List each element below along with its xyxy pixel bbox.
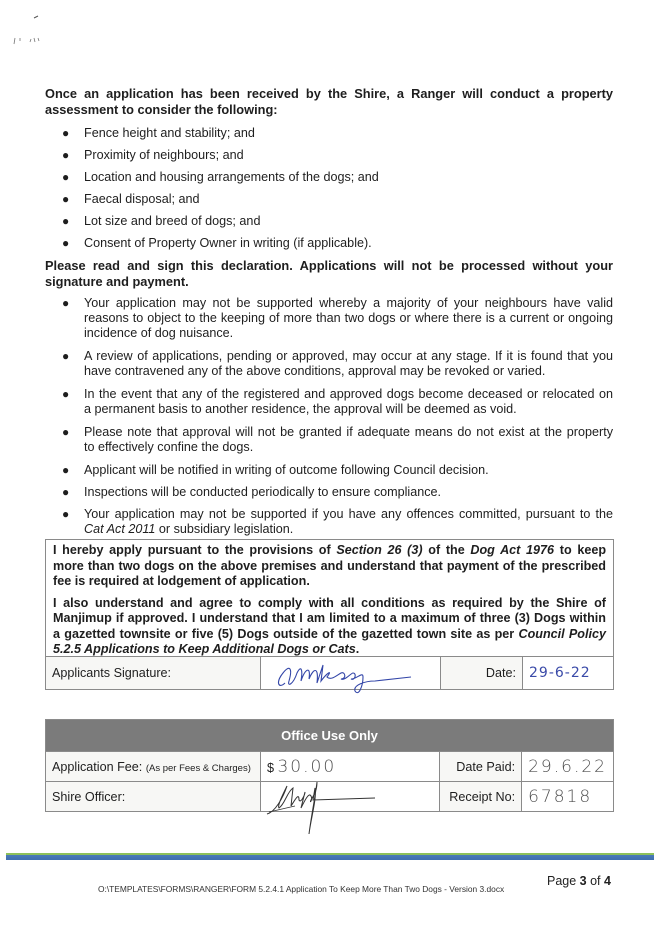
- applicant-signature-field[interactable]: [261, 657, 441, 690]
- date-value: 29-6-22: [529, 665, 591, 681]
- bullet-icon: ●: [62, 170, 70, 184]
- bullet-icon: ●: [62, 236, 70, 250]
- shire-officer-field[interactable]: [260, 782, 439, 812]
- application-fee-label: Application Fee: (As per Fees & Charges): [46, 752, 261, 782]
- shire-officer-label: Shire Officer:: [46, 782, 261, 812]
- assessment-list: [62, 125, 612, 257]
- list-item: ● Fence height and stability; and: [62, 126, 255, 140]
- list-item: ● Lot size and breed of dogs; and: [62, 214, 261, 228]
- declaration-heading: Please read and sign this declaration. Applications will not be processed without your signature and payment.: [45, 258, 613, 289]
- declaration-paragraph-2: I also understand and agree to comply with all conditions as required by the Shire of Manjimup if approved. I understand that I am limited to a maximum of three (3) Dogs within a gazetted townsite or five (5) Dogs outside of the gazetted town site as per Council Policy 5.2.5 Applications to Keep Additional Dogs or Cats.: [53, 595, 606, 656]
- scan-artifact-marks: [12, 14, 62, 54]
- bullet-icon: ●: [62, 485, 70, 500]
- list-item: ● A review of applications, pending or approved, may occur at any stage. If it is found that you have contravened any of the above conditions, approval may be revoked or varied.: [62, 349, 613, 379]
- list-item: ● Faecal disposal; and: [62, 192, 200, 206]
- office-use-table: [45, 719, 614, 812]
- applicant-signature-table: [45, 656, 614, 690]
- list-item: ● Consent of Property Owner in writing (if applicable).: [62, 236, 372, 250]
- bullet-icon: ●: [62, 424, 70, 439]
- officer-signature-scribble: [265, 778, 385, 838]
- list-item: ● Your application may not be supported if you have any offences committed, pursuant to the Cat Act 2011 or subsidiary legislation.: [62, 507, 613, 537]
- receipt-no-value: 67818: [528, 786, 593, 807]
- declaration-paragraph-1: I hereby apply pursuant to the provisions of Section 26 (3) of the Dog Act 1976 to keep more than two dogs on the above premises and understand that payment of the prescribed fee is required at lodgement of application.: [53, 543, 607, 588]
- applicant-signature-scribble: [271, 659, 441, 699]
- applicant-signature-label: Applicants Signature:: [46, 657, 261, 690]
- list-item: ● Your application may not be supported whereby a majority of your neighbours have valid reasons to object to the keeping of more than two dogs or where there is a current or ongoing incidence of dog nuisance.: [62, 296, 613, 341]
- office-use-header: Office Use Only: [46, 720, 614, 752]
- page-number: Page 3 of 4: [547, 874, 611, 888]
- date-paid-value: 29.6.22: [528, 756, 607, 777]
- list-item: ● Location and housing arrangements of the dogs; and: [62, 170, 379, 184]
- bullet-icon: ●: [62, 387, 70, 402]
- conditions-list: [62, 296, 613, 545]
- bullet-icon: ●: [62, 462, 70, 477]
- receipt-no-field[interactable]: [522, 782, 614, 812]
- date-paid-field[interactable]: [522, 752, 614, 782]
- bullet-icon: ●: [62, 296, 70, 310]
- footer-stripe: [6, 853, 654, 860]
- receipt-no-label: Receipt No:: [440, 782, 522, 812]
- intro-line-2: assessment to consider the following:: [45, 102, 278, 117]
- bullet-icon: ●: [62, 126, 70, 140]
- date-field[interactable]: [523, 657, 614, 690]
- intro-paragraph: [45, 86, 613, 118]
- date-paid-label: Date Paid:: [440, 752, 522, 782]
- list-item: ● Please note that approval will not be granted if adequate means do not exist at the property to effectively confine the dogs.: [62, 424, 613, 455]
- list-item: ● In the event that any of the registered and approved dogs become deceased or relocated on a permanent basis to another residence, the approval will be deemed as void.: [62, 387, 613, 417]
- bullet-icon: ●: [62, 148, 70, 162]
- application-fee-value: 30.00: [277, 756, 337, 777]
- bullet-icon: ●: [62, 349, 70, 364]
- bullet-icon: ●: [62, 507, 70, 522]
- file-path: O:\TEMPLATES\FORMS\RANGER\FORM 5.2.4.1 Application To Keep More Than Two Dogs - Version 3.docx: [98, 884, 505, 894]
- application-fee-field[interactable]: $ 30.00: [260, 752, 439, 782]
- list-item: ● Applicant will be notified in writing of outcome following Council decision.: [62, 462, 489, 477]
- declaration-box: [45, 539, 614, 656]
- bullet-icon: ●: [62, 214, 70, 228]
- bullet-icon: ●: [62, 192, 70, 206]
- date-label: Date:: [441, 657, 523, 690]
- intro-line-1: Once an application has been received by the Shire, a Ranger will conduct a property: [45, 86, 613, 101]
- list-item: ● Proximity of neighbours; and: [62, 148, 244, 162]
- list-item: ● Inspections will be conducted periodically to ensure compliance.: [62, 485, 442, 500]
